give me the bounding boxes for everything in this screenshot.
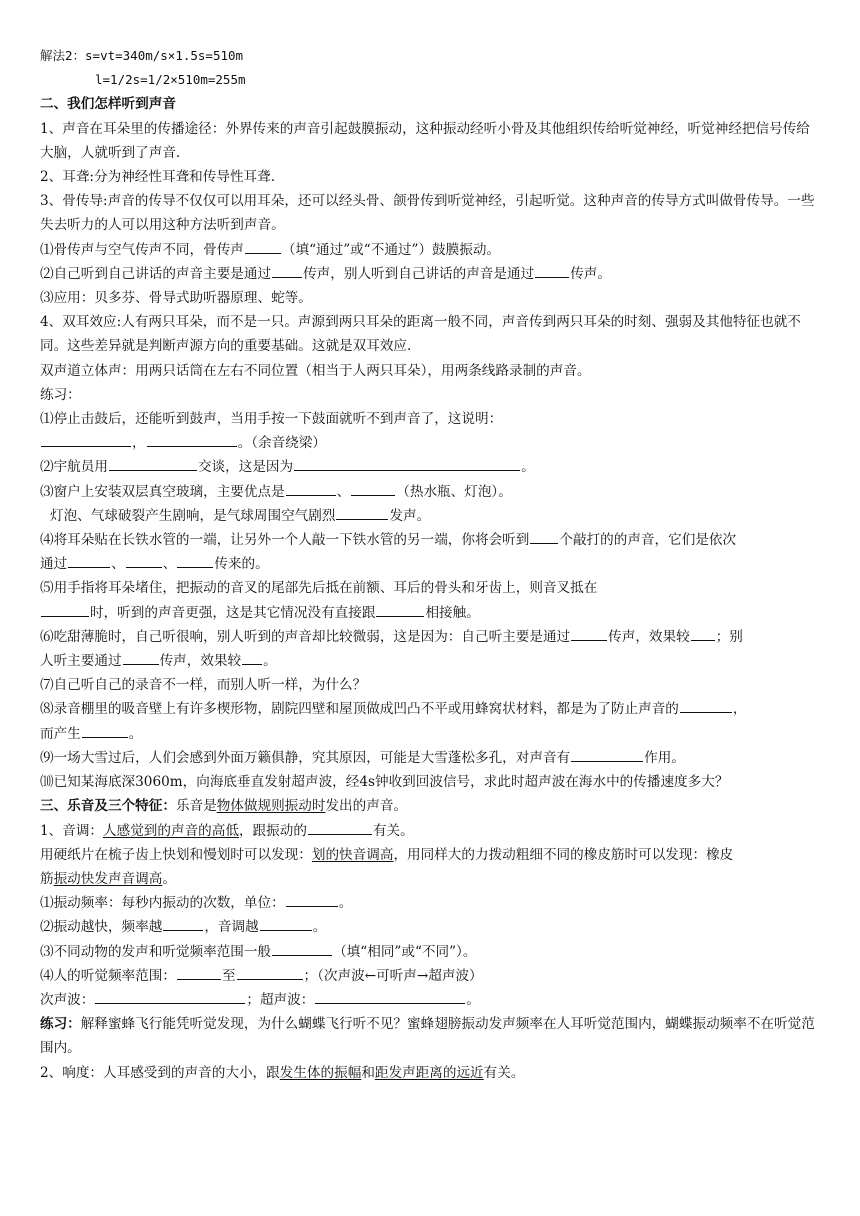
fill-blank[interactable] bbox=[315, 988, 465, 1004]
exercise-3 bbox=[40, 480, 822, 504]
fill-blank[interactable] bbox=[376, 601, 424, 617]
fill-blank[interactable] bbox=[294, 455, 520, 471]
text: 传声，效果较 bbox=[159, 653, 242, 670]
text: （填“通过”或“不通过”）鼓膜振动。 bbox=[281, 241, 501, 258]
exercise-7 bbox=[40, 673, 822, 697]
heading-text: 三、乐音及三个特征： bbox=[40, 798, 176, 815]
fill-blank[interactable] bbox=[177, 964, 221, 980]
fill-blank[interactable] bbox=[571, 625, 607, 641]
exercise-label bbox=[40, 383, 822, 407]
text: ⑴停止击鼓后，还能听到鼓声，当用手按一下鼓面就听不到声音了，这说明： bbox=[40, 411, 503, 428]
exercise-6-b bbox=[40, 649, 822, 673]
text: 2、耳聋:分为神经性耳聋和传导性耳聋. bbox=[40, 169, 276, 186]
text: 人听主要通过 bbox=[40, 653, 122, 670]
fill-blank[interactable] bbox=[691, 625, 715, 641]
fill-blank[interactable] bbox=[41, 601, 89, 617]
pitch-line bbox=[40, 819, 822, 843]
text: 、 bbox=[111, 556, 125, 573]
infra-ultra-line bbox=[40, 988, 822, 1012]
exercise-10 bbox=[40, 770, 822, 794]
para-binaural bbox=[40, 310, 822, 358]
text: ⑴振动频率：每秒内振动的次数，单位： bbox=[40, 895, 285, 912]
freq-item-2 bbox=[40, 915, 822, 939]
item-bone-1 bbox=[40, 238, 822, 262]
fill-blank[interactable] bbox=[351, 480, 395, 496]
text: 而产生 bbox=[40, 725, 81, 742]
text: ；（次声波←可听声→超声波） bbox=[303, 967, 483, 984]
text: 灯泡、气球破裂产生剧响，是气球周围空气剧烈 bbox=[50, 507, 336, 524]
text: 发出的声音。 bbox=[325, 798, 408, 815]
text: 双声道立体声：用两只话筒在左右不同位置（相当于人两只耳朵），用两条线路录制的声音。 bbox=[40, 362, 591, 379]
text: ， bbox=[132, 435, 146, 452]
fill-blank[interactable] bbox=[109, 455, 197, 471]
text: ⑷将耳朵贴在长铁水管的一端，让另外一个人敲一下铁水管的另一端，你将会听到 bbox=[40, 532, 530, 549]
para-bone-conduction bbox=[40, 189, 822, 237]
text: 。 bbox=[128, 725, 143, 742]
text: 用硬纸片在梳子齿上快划和慢划时可以发现： bbox=[40, 846, 312, 863]
text: 通过 bbox=[40, 556, 68, 573]
text: 传声。 bbox=[570, 265, 611, 282]
fill-blank[interactable] bbox=[286, 891, 338, 907]
fill-blank[interactable] bbox=[245, 238, 281, 254]
text: ⑻录音棚里的吸音壁上有许多楔形物，剧院四壁和屋顶做成凹凸不平或用蜂窝状材料，都是为了防止声音的 bbox=[40, 701, 679, 718]
underlined-text: 振动快发声音调高 bbox=[53, 870, 163, 887]
fill-blank[interactable] bbox=[680, 697, 732, 713]
text: 传声，别人听到自己讲话的声音是通过 bbox=[303, 265, 535, 282]
text: 二、我们怎样听到声音 bbox=[40, 96, 176, 113]
solution-2-line-b bbox=[40, 68, 822, 92]
exercise-6 bbox=[40, 625, 822, 649]
exercise-3-b bbox=[40, 504, 822, 528]
text: ⑶不同动物的发声和听觉频率范围一般 bbox=[40, 943, 272, 960]
text: 发声。 bbox=[389, 507, 431, 524]
text: （填“相同”或“不同”）。 bbox=[333, 943, 477, 960]
fill-blank[interactable] bbox=[286, 480, 336, 496]
text: 至 bbox=[221, 967, 236, 984]
text: ⑸用手指将耳朵堵住，把振动的音叉的尾部先后抵在前额、耳后的骨头和牙齿上，则音叉抵在 bbox=[40, 580, 598, 597]
text: ⑴骨传声与空气传声不同，骨传声 bbox=[40, 241, 244, 258]
fill-blank[interactable] bbox=[82, 722, 128, 738]
text: 交谈，这是因为 bbox=[197, 459, 294, 476]
text: ⑷人的听觉频率范围： bbox=[40, 967, 176, 984]
solution-2-line bbox=[40, 44, 822, 68]
text: 个敲打的的声音，它们是依次 bbox=[559, 532, 737, 549]
text: 。 bbox=[263, 653, 277, 670]
text: 乐音是 bbox=[175, 798, 217, 815]
fill-blank[interactable] bbox=[308, 819, 372, 835]
freq-item-3 bbox=[40, 940, 822, 964]
freq-item-1 bbox=[40, 891, 822, 915]
text: ，音调越 bbox=[204, 919, 259, 936]
text: 传声，效果较 bbox=[608, 628, 690, 645]
text: ⑹吃甜薄脆时，自己听很响，别人听到的声音却比较微弱，这是因为：自己听主要是通过 bbox=[40, 628, 571, 645]
fill-blank[interactable] bbox=[242, 649, 262, 665]
text: 2、响度：人耳感受到的声音的大小，跟 bbox=[40, 1064, 280, 1081]
text: ⑶窗户上安装双层真空玻璃，主要优点是 bbox=[40, 483, 285, 500]
exercise-bee bbox=[40, 1012, 822, 1060]
text: 1、声音在耳朵里的传播途径：外界传来的声音引起鼓膜振动，这种振动经听小骨及其他组织传给听觉神经，听觉神经把信号传给大脑，人就听到了声音. bbox=[40, 120, 810, 161]
text: 。 bbox=[466, 991, 480, 1008]
text: ；别 bbox=[715, 628, 743, 645]
text: （热水瓶、灯泡）。 bbox=[396, 483, 512, 500]
text: 筋 bbox=[40, 870, 54, 887]
underlined-text: 距发声距离的远近 bbox=[374, 1064, 484, 1081]
item-bone-3 bbox=[40, 286, 822, 310]
section-2-heading bbox=[40, 92, 822, 116]
text: 。 bbox=[162, 870, 176, 887]
fill-blank[interactable] bbox=[177, 552, 213, 568]
exercise-1 bbox=[40, 407, 822, 431]
text: 相接触。 bbox=[425, 604, 480, 621]
text: 作用。 bbox=[644, 749, 685, 766]
underlined-text: 划的快音调高 bbox=[311, 846, 394, 863]
text: 3、骨传导:声音的传导不仅仅可以用耳朵，还可以经头骨、颌骨传到听觉神经，引起听觉。这种声音的传导方式叫做骨传导。一些失去听力的人可以用这种方法听到声音。 bbox=[40, 193, 815, 234]
fill-blank[interactable] bbox=[571, 746, 643, 762]
fill-blank[interactable] bbox=[126, 552, 162, 568]
para-ear-path bbox=[40, 117, 822, 165]
underlined-text: 发生体的振幅 bbox=[279, 1064, 362, 1081]
text: 解法2：s=vt=340m/s×1.5s=510m bbox=[40, 48, 244, 63]
exercise-4 bbox=[40, 528, 822, 552]
fill-blank[interactable] bbox=[237, 964, 303, 980]
text: 和 bbox=[361, 1064, 375, 1081]
freq-item-4 bbox=[40, 964, 822, 988]
exercise-2 bbox=[40, 455, 822, 479]
fill-blank[interactable] bbox=[260, 915, 312, 931]
fill-blank[interactable] bbox=[95, 988, 245, 1004]
text: ⑵自己听到自己讲话的声音主要是通过 bbox=[40, 265, 272, 282]
heading-text: 练习： bbox=[40, 1016, 81, 1033]
fill-blank[interactable] bbox=[123, 649, 159, 665]
para-stereo bbox=[40, 359, 822, 383]
text: 1、音调： bbox=[40, 822, 104, 839]
fill-blank[interactable] bbox=[163, 915, 203, 931]
text: 。 bbox=[338, 895, 353, 912]
text: 时，听到的声音更强，这是其它情况没有直接跟 bbox=[90, 604, 376, 621]
text: 。 bbox=[521, 459, 535, 476]
text: 有关。 bbox=[372, 822, 414, 839]
document-page bbox=[40, 44, 822, 1085]
text: ⑵振动越快，频率越 bbox=[40, 919, 163, 936]
text: 解释蜜蜂飞行能凭听觉发现，为什么蝴蝶飞行听不见？蜜蜂翅膀振动发声频率在人耳听觉范围内，蝴蝶振动频率不在听觉范围内。 bbox=[40, 1016, 815, 1057]
fill-blank[interactable] bbox=[41, 431, 131, 447]
text: 。（余音绕梁） bbox=[237, 435, 326, 452]
text: ⑵宇航员用 bbox=[40, 459, 108, 476]
fill-blank[interactable] bbox=[68, 552, 110, 568]
text: ，用同样大的力拨动粗细不同的橡皮筋时可以发现：橡皮 bbox=[393, 846, 734, 863]
text: 、 bbox=[162, 556, 177, 573]
text: 。 bbox=[312, 919, 327, 936]
fill-blank[interactable] bbox=[530, 528, 558, 544]
section-3-heading bbox=[40, 794, 822, 818]
text: 、 bbox=[336, 483, 351, 500]
text: 传来的。 bbox=[214, 556, 269, 573]
text: 4、双耳效应:人有两只耳朵，而不是一只。声源到两只耳朵的距离一般不同，声音传到两只耳朵的时刻、强弱及其他特征也就不同。这些差异就是判断声源方向的重要基础。这就是双耳效应. bbox=[40, 314, 801, 355]
exercise-4-b bbox=[40, 552, 822, 576]
fill-blank[interactable] bbox=[535, 262, 569, 278]
text: ⑺自己听自己的录音不一样，而别人听一样，为什么？ bbox=[40, 677, 367, 694]
fill-blank[interactable] bbox=[336, 504, 388, 520]
exercise-5-b bbox=[40, 601, 822, 625]
text: l=1/2s=1/2×510m=255m bbox=[95, 72, 246, 88]
text: 次声波： bbox=[40, 991, 95, 1008]
text: 有关。 bbox=[483, 1064, 525, 1081]
underlined-text: 人感觉到的声音的高低 bbox=[103, 822, 239, 839]
exercise-9 bbox=[40, 746, 822, 770]
fill-blank[interactable] bbox=[272, 940, 332, 956]
text: ；超声波： bbox=[246, 991, 315, 1008]
text: ， bbox=[732, 701, 747, 718]
text: ⑼一场大雪过后，人们会感到外面万籁俱静，究其原因，可能是大雪蓬松多孔，对声音有 bbox=[40, 749, 571, 766]
pitch-experiment-b bbox=[40, 867, 822, 891]
underlined-text: 物体做规则振动时 bbox=[216, 798, 326, 815]
pitch-experiment bbox=[40, 843, 822, 867]
exercise-8 bbox=[40, 697, 822, 721]
text: ⑽已知某海底深3060m，向海底垂直发射超声波，经4s钟收到回波信号，求此时超声波在海水中的传播速度多大？ bbox=[40, 774, 729, 791]
text: 练习： bbox=[40, 386, 81, 403]
text: ⑶应用：贝多芬、骨导式助听器原理、蛇等。 bbox=[40, 290, 312, 307]
exercise-5 bbox=[40, 576, 822, 600]
para-deafness bbox=[40, 165, 822, 189]
fill-blank[interactable] bbox=[147, 431, 237, 447]
fill-blank[interactable] bbox=[272, 262, 302, 278]
item-bone-2 bbox=[40, 262, 822, 286]
exercise-8-b bbox=[40, 722, 822, 746]
text: ，跟振动的 bbox=[238, 822, 307, 839]
exercise-1-blanks bbox=[40, 431, 822, 455]
loudness-line bbox=[40, 1061, 822, 1085]
